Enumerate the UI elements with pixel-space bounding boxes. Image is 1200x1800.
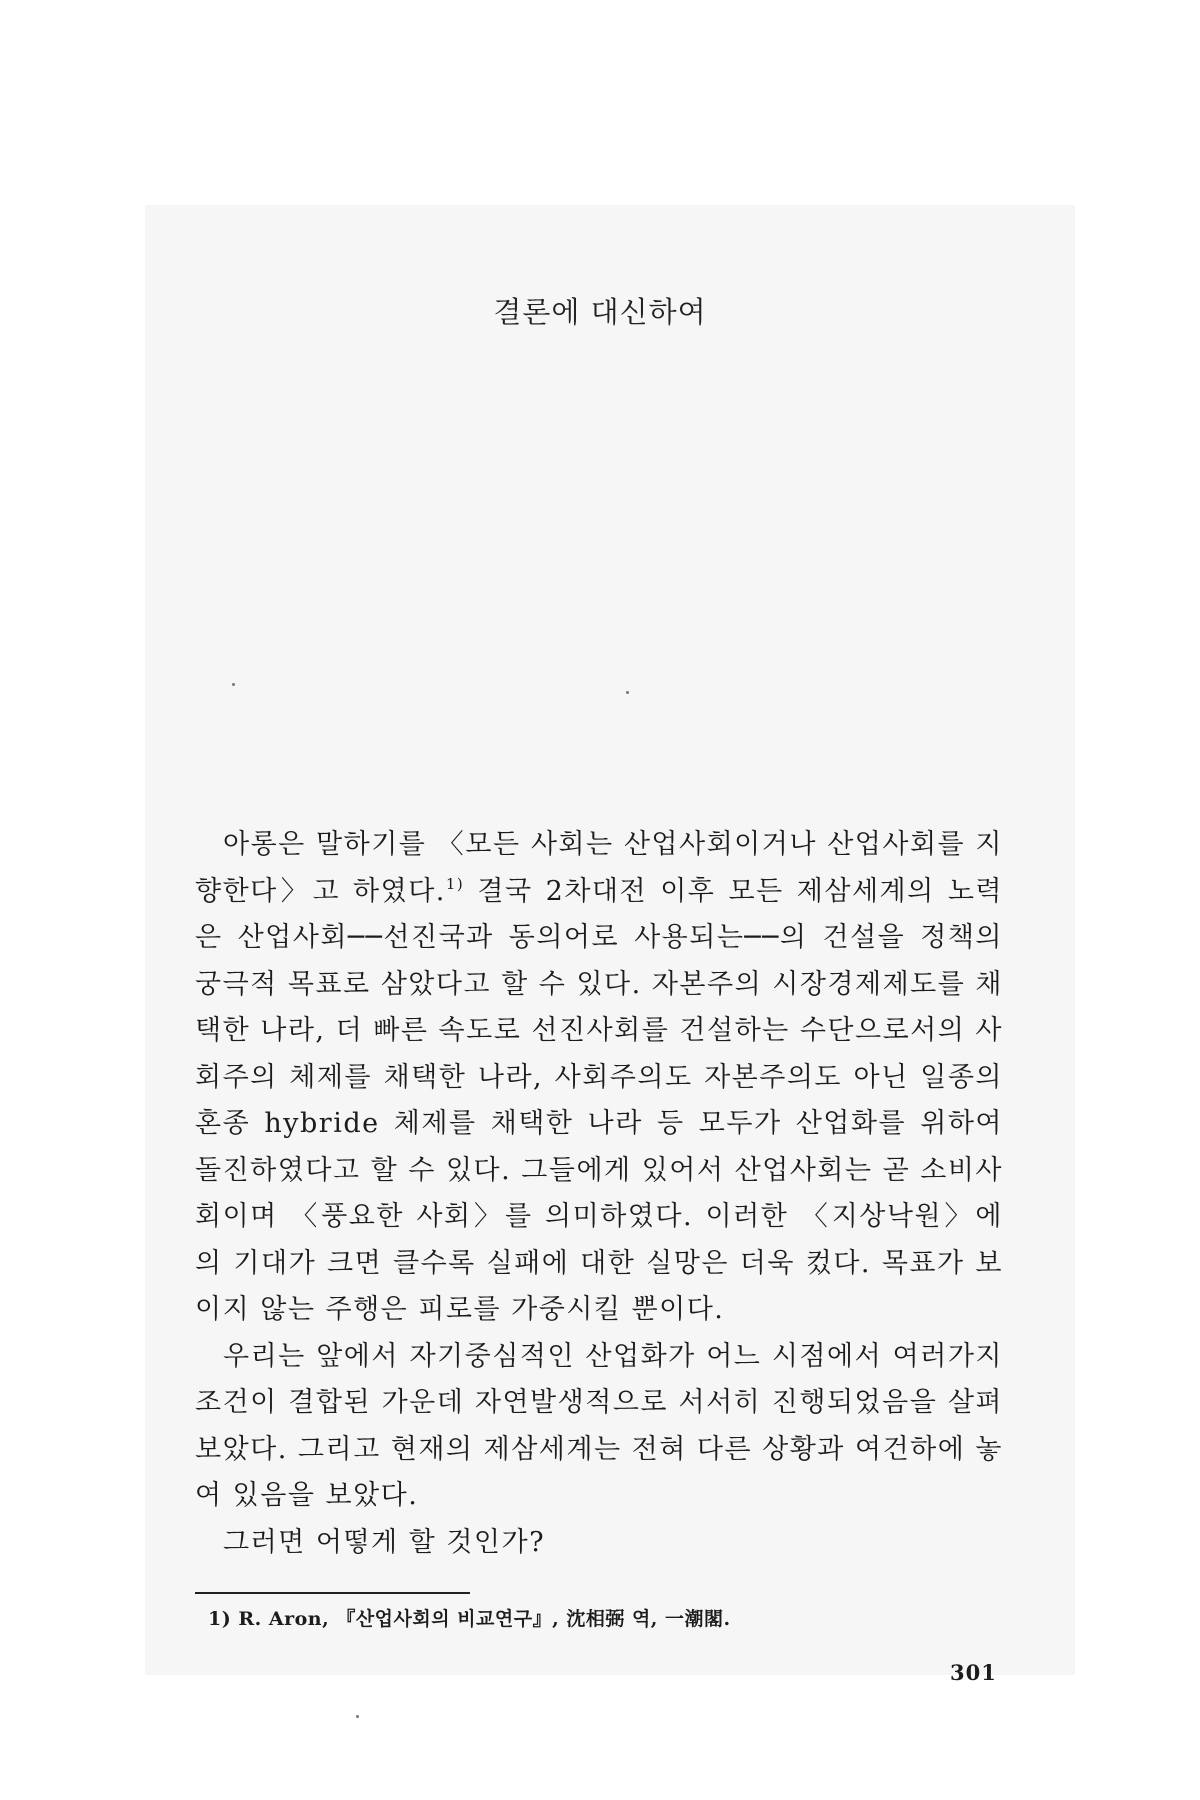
paragraph-3: 그러면 어떻게 할 것인가? bbox=[223, 1526, 546, 1558]
paragraph-1 bbox=[195, 822, 1003, 1334]
page-number: 301 bbox=[950, 1660, 997, 1685]
scan-speck bbox=[356, 1715, 359, 1718]
scan-speck bbox=[626, 691, 629, 694]
scan-speck bbox=[232, 683, 235, 686]
paragraph-1-after: 결국 2차대전 이후 모든 제삼세계의 노력은 산업사회──선진국과 동의어로 사용되는──의 건설을 정책의 궁극적 목표로 삼았다고 할 수 있다. 자본주의 시장경제제도를 채택한 나라, 더 빠른 속도로 선진사회를 건설하는 수단으로서의 사회주의 체제를 채택한 나라, 사회주의도 자본주의도 아닌 일종의 혼종 hybride 체제를 채택한 나라 등 모두가 산업화를 위하여 돌진하였다고 할 수 있다. 그들에게 있어서 산업사회는 곧 소비사회이며 〈풍요한 사회〉를 의미하였다. 이러한 〈지상낙원〉에의 기대가 크면 클수록 실패에 대한 실망은 더욱 컸다. 목표가 보이지 않는 주행은 피로를 가중시킬 뿐이다. bbox=[195, 875, 1003, 1325]
paragraph-2: 우리는 앞에서 자기중심적인 산업화가 어느 시점에서 여러가지 조건이 결합된 가운데 자연발생적으로 서서히 진행되었음을 살펴보았다. 그리고 현재의 제삼세계는 전혀 다른 상황과 여건하에 놓여 있음을 보았다. bbox=[195, 1340, 1003, 1511]
footnote-reference: 1) bbox=[445, 874, 465, 893]
chapter-title: 결론에 대신하여 bbox=[493, 295, 707, 329]
footnote: 1) R. Aron, 『산업사회의 비교연구』, 沈相弼 역, 一潮閣. bbox=[208, 1608, 731, 1630]
paragraph-1-before: 아롱은 말하기를 〈모든 사회는 산업사회이거나 산업사회를 지향한다〉고 하였다. bbox=[195, 829, 1003, 907]
footnote-divider bbox=[195, 1592, 470, 1594]
body-text bbox=[195, 822, 1003, 1566]
